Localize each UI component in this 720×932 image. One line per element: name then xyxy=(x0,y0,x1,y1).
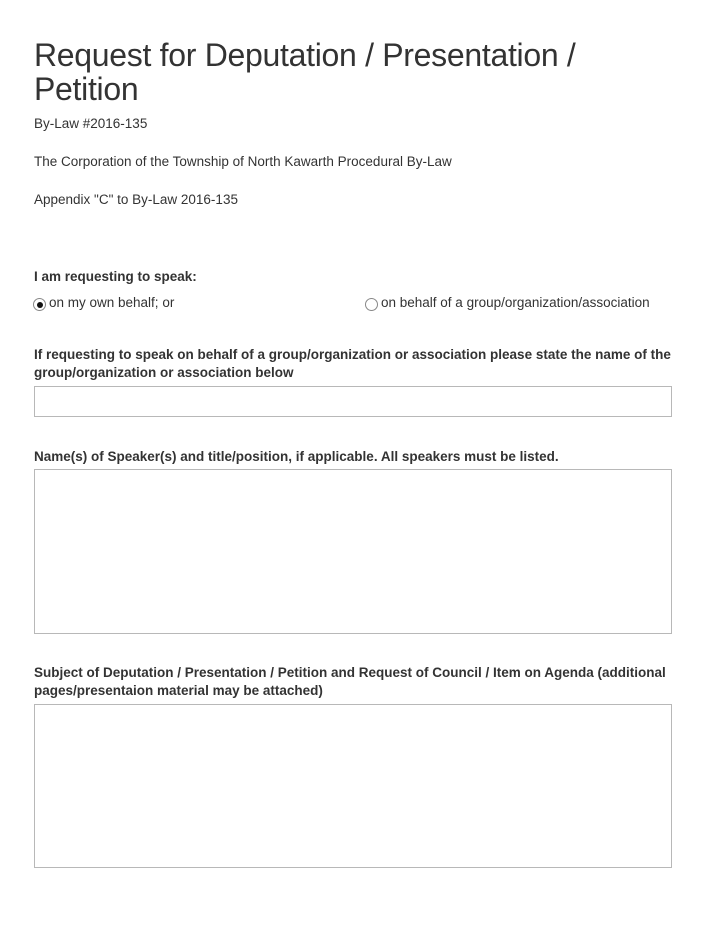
radio-own-behalf[interactable] xyxy=(33,295,174,311)
group-name-label: If requesting to speak on behalf of a group/organization or association please state the name of the group/organization or association below xyxy=(34,347,671,380)
radio-group-behalf[interactable] xyxy=(365,295,650,311)
group-name-input[interactable] xyxy=(34,386,672,417)
radio-own-behalf-label: on my own behalf; or xyxy=(49,295,175,310)
corporation-text: The Corporation of the Township of North Kawarth Procedural By-Law xyxy=(34,154,452,169)
radio-unchecked-icon[interactable] xyxy=(365,298,378,311)
speaking-question-label: I am requesting to speak: xyxy=(34,269,197,284)
bylaw-number: By-Law #2016-135 xyxy=(34,116,148,131)
speakers-label: Name(s) of Speaker(s) and title/position, if applicable. All speakers must be listed. xyxy=(34,449,559,464)
appendix-text: Appendix "C" to By-Law 2016-135 xyxy=(34,192,238,207)
speakers-textarea[interactable] xyxy=(34,469,672,634)
radio-checked-icon[interactable] xyxy=(33,298,46,311)
radio-group-behalf-label: on behalf of a group/organization/association xyxy=(381,295,650,310)
subject-label: Subject of Deputation / Presentation / Petition and Request of Council / Item on Agenda (additional pages/presentaion material may be attached) xyxy=(34,665,666,698)
form-title: Request for Deputation / Presentation / Petition xyxy=(34,37,576,107)
subject-textarea[interactable] xyxy=(34,704,672,868)
